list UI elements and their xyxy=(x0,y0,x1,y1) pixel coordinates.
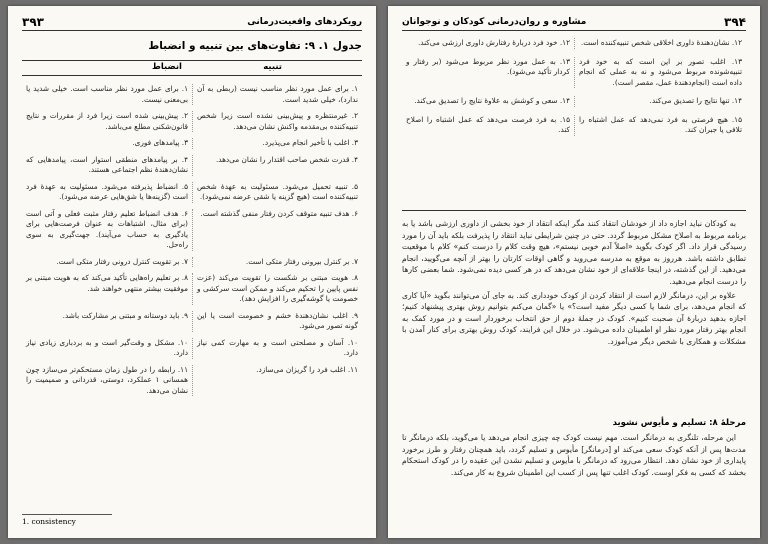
punishment-cell: ۱۱. اغلب فرد را گریزان می‌سازد. xyxy=(192,365,362,397)
table-column-headers xyxy=(22,60,362,76)
header-title: مشاوره و روان‌درمانی کودکان و نوجوانان xyxy=(402,17,587,27)
footnote-divider xyxy=(22,514,112,515)
discipline-cell: ۱۰. مشکل و وقت‌گیر است و به بردباری زیادی نیاز دارد. xyxy=(26,337,188,357)
discipline-cell: ۱۴. سعی و کوشش به علاوهٔ نتایج را تصدیق می‌کند. xyxy=(414,96,570,105)
discipline-cell: ۹. باید دوستانه و مبتنی بر مشارکت باشد. xyxy=(62,310,188,320)
discipline-cell: ۱. برای عمل مورد نظر مناسب است. خیلی شدید یا بی‌معنی نیست. xyxy=(26,84,188,104)
section-body xyxy=(402,432,746,480)
table-row xyxy=(22,138,362,149)
discipline-cell: ۶. هدف انضباط تعلیم رفتار مثبت فعلی و آتی است (برای مثال، اشتباهات به عنوان فرصت‌هایی برای یادگیری به حساب می‌آیند). جهت‌گیری به سوی راه‌حل. xyxy=(26,208,188,249)
punishment-cell: ۹. اغلب نشان‌دهندهٔ خشم و خصومت است یا این گونه تصور می‌شود. xyxy=(192,311,362,332)
table-title: جدول ۱. ۹: تفاوت‌های بین تنبیه و انضباط xyxy=(148,40,362,52)
punishment-cell: ۶. هدف تنبیه متوقف کردن رفتار منفی گذشته است. xyxy=(192,209,362,251)
page-number: ۳۹۳ xyxy=(22,15,44,29)
section-title: مرحلهٔ ۸: تسلیم و مأیوس نشوید xyxy=(612,418,746,428)
punishment-cell: ۷. بر کنترل بیرونی رفتار متکی است. xyxy=(192,257,362,268)
discipline-cell: ۱۲. خود فرد دربارهٔ رفتارش داوری ارزشی می‌کند. xyxy=(417,38,570,47)
right-page xyxy=(388,6,760,538)
punishment-cell: ۱۳. اغلب تصور بر این است که به خود فرد تنبیه‌شونده مربوط می‌شود و نه به عملی که انجام داده است (انجام‌دهندهٔ عمل، مقصر است). xyxy=(574,57,746,89)
discipline-cell: ۲. پیش‌بینی شده است زیرا فرد از مقررات و نتایج قانون‌شکنی مطلع می‌باشد. xyxy=(26,111,188,131)
table-row xyxy=(402,96,746,107)
punishment-cell: ۴. قدرت شخص صاحب اقتدار را نشان می‌دهد. xyxy=(192,155,362,176)
punishment-cell: ۳. اغلب با تأخیر انجام می‌پذیرد. xyxy=(192,138,362,149)
table-row xyxy=(22,84,362,105)
left-page xyxy=(8,6,376,538)
table-row xyxy=(22,365,362,397)
punishment-cell: ۱۵. هیچ فرصتی به فرد نمی‌دهد که عمل اشتباه را تلافی یا جبران کند. xyxy=(574,115,746,136)
page-header xyxy=(22,14,362,31)
header-title: رویکردهای واقعیت‌درمانی xyxy=(247,17,362,27)
paragraph: این مرحله، تلنگری به درمانگر است. مهم نیست کودک چه چیزی انجام می‌دهد یا می‌گوید، بلکه درمانگر تا مدت‌ها پس از آنکه کودک سعی می‌کند او [درمانگر] مأیوس و تسلیم گردد، باید همچنان رفتار و طرز برخورد پایداری از خود نشان دهد. انتظار می‌رود که درمانگر با مأیوس و تسلیم نشدن این عقیده را در کودک استحکام بخشد که کسی به فکر اوست. کودک اغلب تنها پس از کسب این اطمینان شروع به کار می‌کند. xyxy=(402,433,746,477)
comparison-table-continued xyxy=(402,38,746,144)
punishment-cell: ۲. غیرمنتظره و پیش‌بینی نشده است زیرا شخص تنبیه‌کننده بی‌مقدمه واکنش نشان می‌دهد. xyxy=(192,111,362,132)
table-row xyxy=(22,338,362,359)
table-bottom-rule xyxy=(402,210,746,211)
table-row xyxy=(22,209,362,251)
discipline-cell: ۵. انضباط پذیرفته می‌شود. مسئولیت به عهدهٔ فرد است (گزینه‌ها یا شق‌هایی عرضه می‌شود). xyxy=(26,181,188,201)
table-row xyxy=(22,273,362,305)
discipline-cell: ۱۱. رابطه را در طول زمان مستحکم‌تر می‌سازد چون همسانی ۱ عملکرد، دوستی، قدردانی و صمیمیت را نشان می‌دهد. xyxy=(26,364,188,395)
page-header xyxy=(402,14,746,31)
punishment-cell: ۱۰. آسان و مصلحتی است و به مهارت کمی نیاز دارد. xyxy=(192,338,362,359)
discipline-cell: ۴. بر پیامدهای منطقی استوار است، پیامدهایی که نشان‌دهندهٔ نظم اجتماعی هستند. xyxy=(26,154,188,174)
punishment-cell: ۱۲. نشان‌دهندهٔ داوری اخلاقی شخص تنبیه‌کننده است. xyxy=(574,38,746,49)
punishment-cell: ۵. تنبیه تحمیل می‌شود. مسئولیت به عهدهٔ شخص تنبیه‌کننده است (هیچ گزینه یا شقی عرضه نمی‌شود). xyxy=(192,182,362,203)
discipline-cell: ۸. بر تعلیم راه‌هایی تأکید می‌کند که به هویت مبتنی بر موفقیت بیشتر منتهی خواهند شد. xyxy=(26,273,188,293)
discipline-cell: ۳. پیامدهای فوری. xyxy=(132,138,188,147)
column-header-punishment: تنبیه xyxy=(263,62,282,72)
table-row xyxy=(402,115,746,136)
table-row xyxy=(22,257,362,268)
column-header-discipline: انضباط xyxy=(152,62,182,72)
punishment-cell: ۱. برای عمل مورد نظر مناسب نیست (ربطی به آن ندارد)، خیلی شدید است. xyxy=(192,84,362,105)
table-row xyxy=(402,57,746,89)
page-number: ۳۹۴ xyxy=(724,15,746,29)
discipline-cell: ۱۵. به فرد فرصت می‌دهد که عمل اشتباه را اصلاح کند. xyxy=(406,114,570,134)
punishment-cell: ۱۴. تنها نتایج را تصدیق می‌کند. xyxy=(574,96,746,107)
table-row xyxy=(22,155,362,176)
paragraph: علاوه بر این، درمانگر لازم است از انتقاد کردن از کودک خودداری کند. به جای آن می‌توانند بگوید «آیا کاری که انجام می‌دهد، برای شما یا کسی دیگر مفید است؟» یا «گمان می‌کنم بتوانیم روش بهتری پیشنهاد کنیم؛ اجازه بدهید دربارهٔ آن صحبت کنیم». کودک در جملهٔ دوم از حق انتخاب برخوردار است و در مورد کمک به انجام بهتر رفتار مورد نظر او اطمینان داده می‌شود. در خلال این فرایند، کودک روش بهتری برای کنار آمدن با مشکلات و همکاری با شخص دیگر می‌آموزد. xyxy=(402,290,746,346)
paragraph: به کودکان نباید اجازه داد از خودشان انتقاد کنند مگر اینکه انتقاد از خود بخشی از داوری ارزشی باشد یا به برنامه مربوط به اصلاح مشکل مربوط گردد. حتی در چنین شرایطی نباید انتقاد را پذیرفت بلکه باید آن را مورد رسیدگی قرار داد. اگر کودک بگوید «اصلاً آدم خوبی نیستم»، هیچ وقت کلام را درست کنم» کلام با موقعیت تطابق داشته باشد. هرروز به موقع به مدرسه می‌روید و گاهی اوقات کارتان را بهتر از آنچه می‌گویید، انجام می‌دهید. از این گذشته، در اینجا علاقه‌ای از خود نشان می‌دهد که در هر کسی دیده نمی‌شود. شما بعضی کارها را درست انجام می‌دهید. xyxy=(402,219,746,286)
footnote: 1. consistency xyxy=(22,517,76,526)
table-row xyxy=(22,311,362,332)
punishment-cell: ۸. هویت مبتنی بر شکست را تقویت می‌کند (عزت نفس پایین را تحکیم می‌کند و ممکن است سرکشی و خصومت یا گوشه‌گیری را افزایش دهد). xyxy=(192,273,362,305)
table-row xyxy=(402,38,746,49)
table-row xyxy=(22,182,362,203)
discipline-cell: ۱۳. به عمل مورد نظر مربوط می‌شود (بر رفتار و کردار تأکید می‌شود). xyxy=(406,56,570,76)
table-row xyxy=(22,111,362,132)
body-text xyxy=(402,218,746,350)
discipline-cell: ۷. بر تقویت کنترل درونی رفتار متکی است. xyxy=(56,256,188,266)
comparison-table xyxy=(22,84,362,402)
